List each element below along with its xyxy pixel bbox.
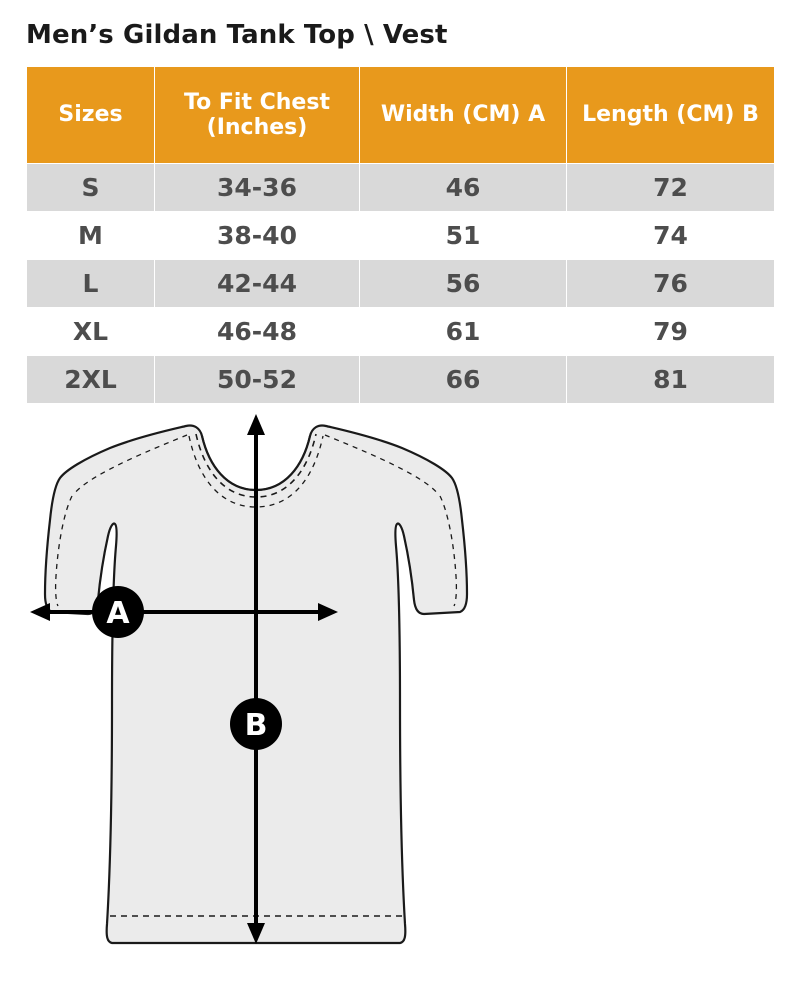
column-header-length: Length (CM) B [567,67,775,164]
cell-width: 61 [360,308,567,356]
marker-a [92,586,144,638]
cell-size: S [27,164,155,212]
cell-chest: 50-52 [155,356,360,404]
cell-width: 66 [360,356,567,404]
cell-length: 74 [567,212,775,260]
table-header-row [27,67,775,164]
marker-a-label: A [106,596,130,631]
cell-width: 56 [360,260,567,308]
table-row [27,212,775,260]
page-title: Men’s Gildan Tank Top \ Vest [26,20,448,50]
table-row [27,308,775,356]
cell-length: 72 [567,164,775,212]
cell-length: 76 [567,260,775,308]
size-table [26,66,775,404]
table-row [27,164,775,212]
cell-chest: 38-40 [155,212,360,260]
cell-size: L [27,260,155,308]
cell-width: 46 [360,164,567,212]
table-row [27,356,775,404]
marker-b [230,698,282,750]
cell-chest: 46-48 [155,308,360,356]
cell-size: M [27,212,155,260]
cell-length: 79 [567,308,775,356]
cell-width: 51 [360,212,567,260]
marker-b-label: B [244,708,268,743]
cell-size: XL [27,308,155,356]
tank-top-diagram [0,404,800,985]
cell-size: 2XL [27,356,155,404]
column-header-width: Width (CM) A [360,67,567,164]
cell-chest: 42-44 [155,260,360,308]
cell-length: 81 [567,356,775,404]
column-header-chest: To Fit Chest (Inches) [155,67,360,164]
cell-chest: 34-36 [155,164,360,212]
table-row [27,260,775,308]
column-header-sizes: Sizes [27,67,155,164]
